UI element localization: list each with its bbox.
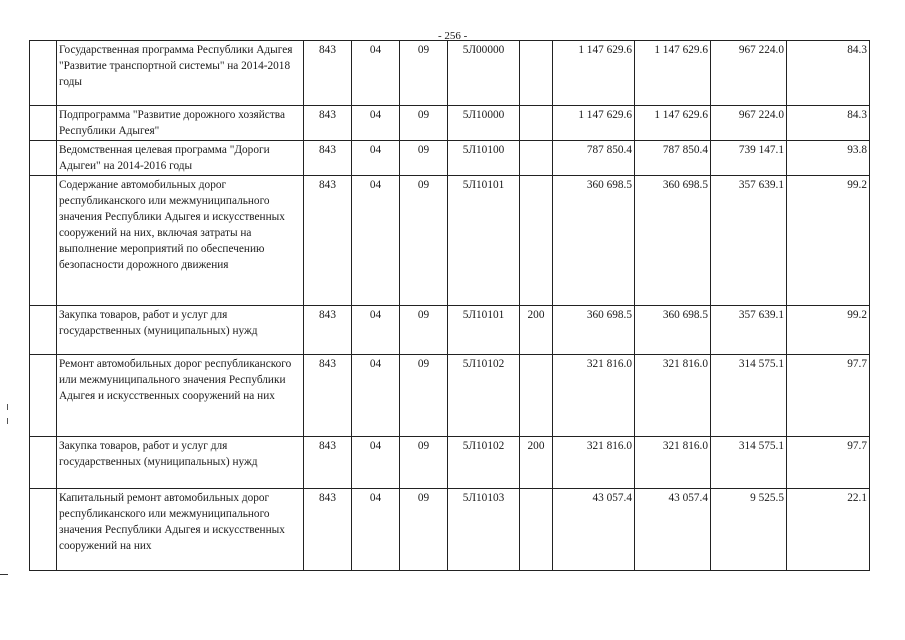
row-margin-cell (30, 176, 57, 306)
table-row (30, 141, 870, 176)
plan-amount: 321 816.0 (553, 437, 635, 489)
refined-amount: 360 698.5 (635, 176, 711, 306)
executed-amount: 357 639.1 (711, 306, 787, 355)
refined-amount: 1 147 629.6 (635, 41, 711, 106)
ministry-code: 843 (304, 437, 352, 489)
expense-type-code (520, 355, 553, 437)
row-margin-cell (30, 437, 57, 489)
row-name: Подпрограмма "Развитие дорожного хозяйства Республики Адыгея" (57, 106, 304, 141)
execution-percent: 93.8 (787, 141, 870, 176)
execution-percent: 99.2 (787, 176, 870, 306)
section-code: 04 (352, 489, 400, 571)
table-row (30, 176, 870, 306)
executed-amount: 357 639.1 (711, 176, 787, 306)
ministry-code: 843 (304, 306, 352, 355)
subsection-code: 09 (400, 489, 448, 571)
ministry-code: 843 (304, 176, 352, 306)
section-code: 04 (352, 306, 400, 355)
execution-percent: 84.3 (787, 41, 870, 106)
row-margin-cell (30, 489, 57, 571)
row-margin-cell (30, 141, 57, 176)
executed-amount: 9 525.5 (711, 489, 787, 571)
ministry-code: 843 (304, 141, 352, 176)
execution-percent: 84.3 (787, 106, 870, 141)
executed-amount: 967 224.0 (711, 41, 787, 106)
row-name: Закупка товаров, работ и услуг для государственных (муниципальных) нужд (57, 437, 304, 489)
plan-amount: 787 850.4 (553, 141, 635, 176)
subsection-code: 09 (400, 141, 448, 176)
row-margin-cell (30, 106, 57, 141)
target-code: 5Л10000 (448, 106, 520, 141)
section-code: 04 (352, 355, 400, 437)
subsection-code: 09 (400, 176, 448, 306)
row-margin-cell (30, 41, 57, 106)
expense-type-code (520, 106, 553, 141)
row-name: Ведомственная целевая программа "Дороги Адыгеи" на 2014-2016 годы (57, 141, 304, 176)
expense-type-code: 200 (520, 437, 553, 489)
ministry-code: 843 (304, 41, 352, 106)
subsection-code: 09 (400, 106, 448, 141)
target-code: 5Л10103 (448, 489, 520, 571)
row-name: Содержание автомобильных дорог республиканского или межмуниципального значения Республики Адыгея и искусственных сооружений на них, включая затраты на выполнение мероприятий по обеспечению безопасности дорожного движения (57, 176, 304, 306)
target-code: 5Л10101 (448, 176, 520, 306)
row-name: Государственная программа Республики Адыгея "Развитие транспортной системы" на 2014-2018 годы (57, 41, 304, 106)
section-code: 04 (352, 437, 400, 489)
plan-amount: 360 698.5 (553, 306, 635, 355)
expense-type-code: 200 (520, 306, 553, 355)
budget-execution-table (29, 40, 870, 571)
scan-mark (7, 404, 8, 410)
expense-type-code (520, 489, 553, 571)
refined-amount: 1 147 629.6 (635, 106, 711, 141)
plan-amount: 1 147 629.6 (553, 106, 635, 141)
section-code: 04 (352, 106, 400, 141)
execution-percent: 97.7 (787, 355, 870, 437)
target-code: 5Л10102 (448, 355, 520, 437)
row-margin-cell (30, 355, 57, 437)
row-name: Ремонт автомобильных дорог республиканского или межмуниципального значения Республики Адыгея и искусственных сооружений на них (57, 355, 304, 437)
plan-amount: 321 816.0 (553, 355, 635, 437)
row-name: Капитальный ремонт автомобильных дорог республиканского или межмуниципального значения Республики Адыгея и искусственных сооружений на них (57, 489, 304, 571)
target-code: 5Л10102 (448, 437, 520, 489)
subsection-code: 09 (400, 355, 448, 437)
row-margin-cell (30, 306, 57, 355)
subsection-code: 09 (400, 306, 448, 355)
plan-amount: 360 698.5 (553, 176, 635, 306)
plan-amount: 43 057.4 (553, 489, 635, 571)
scan-mark (7, 418, 8, 424)
refined-amount: 43 057.4 (635, 489, 711, 571)
target-code: 5Л10100 (448, 141, 520, 176)
table-row (30, 437, 870, 489)
expense-type-code (520, 41, 553, 106)
table-row (30, 106, 870, 141)
row-name: Закупка товаров, работ и услуг для государственных (муниципальных) нужд (57, 306, 304, 355)
execution-percent: 22.1 (787, 489, 870, 571)
expense-type-code (520, 141, 553, 176)
subsection-code: 09 (400, 41, 448, 106)
executed-amount: 314 575.1 (711, 355, 787, 437)
table-row (30, 41, 870, 106)
table-row (30, 355, 870, 437)
target-code: 5Л10101 (448, 306, 520, 355)
scan-mark (0, 574, 8, 575)
page-number: - 256 - (438, 30, 468, 42)
ministry-code: 843 (304, 489, 352, 571)
refined-amount: 321 816.0 (635, 355, 711, 437)
expense-type-code (520, 176, 553, 306)
ministry-code: 843 (304, 355, 352, 437)
table-row (30, 306, 870, 355)
executed-amount: 967 224.0 (711, 106, 787, 141)
refined-amount: 321 816.0 (635, 437, 711, 489)
section-code: 04 (352, 141, 400, 176)
ministry-code: 843 (304, 106, 352, 141)
target-code: 5Л00000 (448, 41, 520, 106)
subsection-code: 09 (400, 437, 448, 489)
executed-amount: 739 147.1 (711, 141, 787, 176)
execution-percent: 99.2 (787, 306, 870, 355)
refined-amount: 787 850.4 (635, 141, 711, 176)
executed-amount: 314 575.1 (711, 437, 787, 489)
plan-amount: 1 147 629.6 (553, 41, 635, 106)
table-row (30, 489, 870, 571)
refined-amount: 360 698.5 (635, 306, 711, 355)
section-code: 04 (352, 176, 400, 306)
section-code: 04 (352, 41, 400, 106)
execution-percent: 97.7 (787, 437, 870, 489)
